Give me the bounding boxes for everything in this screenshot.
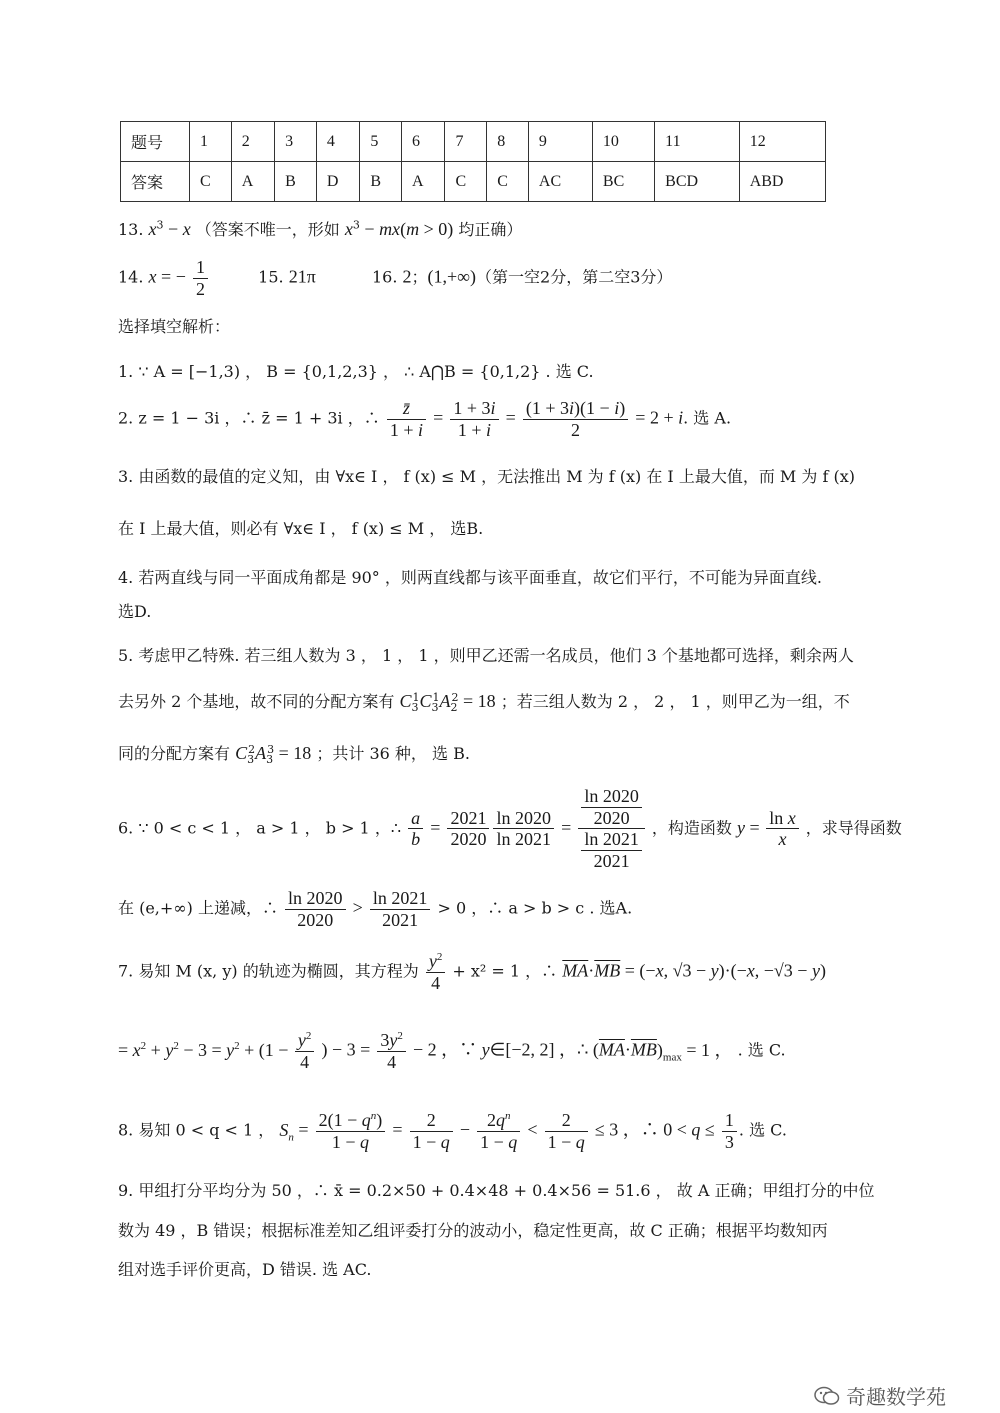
solution-8: 8. 易知 0 < q < 1 ， $S_n$ = $\frac{2(1 - q^n)}{1 - q}$ = $\frac{2}{1 - q}$ − $\frac{2q^n}{1 - q}$ < $\frac{2}{1 - q}$ ≤ 3 ，∴ 0 < q ≤ $\frac{1}{3}$ . 选 C. — [118, 1110, 787, 1152]
solution-9-line-1: 9. 甲组打分平均分为 50 ，∴ x̄ = 0.2×50 + 0.4×48 + 0.4×56 = 51.6 ， 故 A 正确；甲组打分的中位 — [118, 1181, 875, 1200]
answer-cell: AC — [528, 162, 592, 202]
answer-label: 答案 — [121, 162, 190, 202]
answer-cell: BCD — [655, 162, 740, 202]
s7-frac-y2: $\frac{y^2}{4}$ — [295, 1030, 315, 1072]
watermark-text: 奇趣数学苑 — [846, 1385, 946, 1409]
s6-line2-text: 在 (e,+∞) 上递减，∴ — [118, 898, 278, 918]
q14-16-answers: 14. x = − $\frac{1}{2}$ 15. 21π 16. 2；(1,+∞)（第一空2分，第二空3分） — [118, 257, 673, 299]
s5-line2-text-b: ；若三组人数为 2 ， 2 ， 1 ，则甲乙为一组，不 — [500, 692, 850, 711]
answer-cell: D — [316, 162, 359, 202]
s6-text-c: ，求导得函数 — [805, 818, 902, 838]
question-number: 1 — [190, 122, 232, 162]
s8-text-a: 8. 易知 0 < q < 1 ， — [118, 1120, 275, 1140]
solution-9-line-2: 数为 49 ，B 错误；根据标准差知乙组评委打分的波动小，稳定性更高，故 C 正确；根据平均数知丙 — [118, 1221, 828, 1240]
answer-cell: C — [487, 162, 529, 202]
question-number: 7 — [445, 122, 487, 162]
answer-cell: B — [275, 162, 317, 202]
answer-row — [121, 162, 826, 202]
answer-cell: ABD — [739, 162, 825, 202]
q15-answer: 21π — [288, 266, 316, 287]
question-number: 12 — [739, 122, 825, 162]
s8-frac-2: $\frac{2}{1 - q}$ — [410, 1110, 453, 1152]
question-number: 5 — [360, 122, 402, 162]
q16-number: 16. — [371, 267, 398, 287]
s8-frac-third: $\frac{1}{3}$ — [722, 1110, 737, 1152]
question-number: 10 — [592, 122, 654, 162]
question-number: 11 — [655, 122, 740, 162]
solution-3-line-1: 3. 由函数的最值的定义知，由 ∀x∈ I ， f (x) ≤ M ，无法推出 M 为 f (x) 在 I 上最大值，而 M 为 f (x) — [118, 467, 855, 486]
s2-frac-c: $\frac{(1 + 3i)(1 - i)}{2}$ — [523, 398, 628, 440]
solution-7-line-2: = $x^2 + y^2 - 3 = y^2 + (1$ − $\frac{y^2}{4}$ ) − 3 = $\frac{3y^2}{4}$ − 2 ，∵ y∈[−2, 2] ，∴ $(\overline{MA}\cdot\overline{MB})_{max} = 1$ ， . 选 C. — [118, 1030, 786, 1072]
answer-cell: A — [402, 162, 445, 202]
wechat-icon — [814, 1386, 840, 1411]
section-title: 选择填空解析： — [118, 317, 231, 336]
answer-cell: C — [190, 162, 232, 202]
question-number: 2 — [231, 122, 274, 162]
solution-1: 1. ∵ A = [−1,3) ， B = {0,1,2,3} ， ∴ A⋂B = {0,1,2} . 选 C. — [118, 362, 594, 381]
q15-number: 15. — [258, 267, 284, 287]
solution-5-line-3: 同的分配方案有 $C_3^2A_3^3 = 18$ ；共计 36 种， 选 B. — [118, 742, 470, 767]
watermark — [814, 1381, 946, 1411]
solution-4-line-1: 4. 若两直线与同一平面成角都是 90° ，则两直线都与该平面垂直，故它们平行，不可能为异面直线. — [118, 568, 822, 587]
question-number: 6 — [402, 122, 445, 162]
solution-6-line-2: 在 (e,+∞) 上递减，∴ $\frac{\ln 2020}{2020}$ > $\frac{\ln 2021}{2021}$ > 0 ，∴ a > b > c . 选A. — [118, 888, 633, 930]
s8-frac-bound: $\frac{2}{1 - q}$ — [545, 1110, 588, 1152]
q13-note: （答案不唯一，形如 — [195, 220, 340, 239]
s2-text: z = 1 − 3i ，∴ z̄ = 1 + 3i ，∴ — [138, 408, 380, 428]
answer-cell: A — [231, 162, 274, 202]
s6-frac-2021: $\frac{2021}{2020}$ — [447, 808, 489, 850]
s6-line2-text-b: > 0 ，∴ a > b > c . 选A. — [437, 898, 633, 918]
s5-line3-text: 同的分配方案有 — [118, 744, 231, 763]
s6-frac-ln: $\frac{\ln 2020}{\ln 2021}$ — [493, 808, 554, 850]
q16-note: （第一空2分，第二空3分） — [476, 267, 673, 287]
answer-table — [120, 121, 826, 202]
solution-9-line-3: 组对选手评价更高，D 错误. 选 AC. — [118, 1260, 372, 1279]
header-label: 题号 — [121, 122, 190, 162]
q13-answer: 13. $x^3 - x$ （答案不唯一，形如 $x^3 - mx(m > 0)$ 均正确） — [118, 218, 523, 239]
question-number-row — [121, 122, 826, 162]
q14-number: 14. — [118, 267, 144, 287]
s2-frac-b: $\frac{1 + 3i}{1 + i}$ — [450, 398, 498, 440]
question-number: 8 — [487, 122, 529, 162]
q16-answer-1: 2 — [402, 266, 412, 287]
answer-cell: BC — [592, 162, 654, 202]
s7-text-b: + x² = 1 ，∴ — [452, 961, 558, 981]
q13-note-end: 均正确） — [458, 220, 523, 239]
solution-5-line-2: 去另外 2 个基地，故不同的分配方案有 $C_3^1C_3^1A_2^2 = 18$ ；若三组人数为 2 ， 2 ， 1 ，则甲乙为一组，不 — [118, 690, 850, 715]
question-number: 9 — [528, 122, 592, 162]
s7-conclusion: . 选 C. — [737, 1040, 786, 1060]
s8-conclusion: . 选 C. — [738, 1120, 787, 1140]
q14-fraction: $\frac{1}{2}$ — [193, 257, 208, 299]
s6-text-a: 6. ∵ 0 < c < 1 ， a > 1 ， b > 1 ，∴ — [118, 818, 402, 838]
solution-7-line-1: 7. 易知 M (x, y) 的轨迹为椭圆，其方程为 $\frac{y^2}{4}$ + x² = 1 ，∴ $\overline{MA}\cdot\overline{MB} = (-x$, √3 − y)·(−x, −√3 − y) — [118, 951, 826, 993]
s5-line2-text: 去另外 2 个基地，故不同的分配方案有 — [118, 692, 395, 711]
answer-cell: C — [445, 162, 487, 202]
s6-compound-frac: $\frac{\frac{\ln 2020}{2020}}{\frac{\ln 2021}{2021}}$ — [578, 786, 645, 872]
solution-4-line-2: 选D. — [118, 602, 152, 621]
s6-frac-func: $\frac{\text{ln x}}{x}$ — [766, 808, 799, 850]
s6-text-b: ，构造函数 — [651, 818, 732, 838]
s6-frac-2020: $\frac{\ln 2020}{2020}$ — [285, 888, 346, 930]
s5-line3-text-b: ；共计 36 种， 选 B. — [316, 744, 470, 763]
q16-answer-2: (1,+∞) — [427, 266, 477, 287]
q16-separator: ； — [411, 267, 428, 287]
s7-frac-3y2: $\frac{3y^2}{4}$ — [377, 1030, 406, 1072]
s2-frac-a: $\frac{z̄}{1 + i}$ — [387, 398, 426, 440]
s6-frac-2021b: $\frac{\ln 2021}{2021}$ — [370, 888, 431, 930]
s8-frac-sum: $\frac{2(1 - q^n)}{1 - q}$ — [316, 1110, 386, 1152]
s6-frac-ab: $\frac{a}{b}$ — [408, 808, 423, 850]
solution-5-line-1: 5. 考虑甲乙特殊. 若三组人数为 3 ， 1 ， 1 ，则甲乙还需一名成员，他们 3 个基地都可选择，剩余两人 — [118, 646, 854, 665]
s8-frac-2qn: $\frac{2q^n}{1 - q}$ — [477, 1110, 520, 1152]
s2-conclusion: . 选 A. — [683, 408, 732, 428]
solution-6-line-1: 6. ∵ 0 < c < 1 ， a > 1 ， b > 1 ，∴ $\frac{a}{b}$ = $\frac{2021}{2020}$ $\frac{\ln 2020}{\ln 2021}$ = $\frac{\frac{\ln 2020}{2020}}{\frac{\ln 2021}{2021}}$ ，构造函数 y = $\frac{\text{ln x}}{x}$ ，求导得函数 — [118, 786, 902, 872]
q13-number: 13. — [118, 220, 144, 239]
solution-2: 2. z = 1 − 3i ，∴ z̄ = 1 + 3i ，∴ $\frac{z̄}{1 + i}$ = $\frac{1 + 3i}{1 + i}$ = $\frac{(1 + 3i)(1 - i)}{2}$ = 2 + i. 选 A. — [118, 398, 732, 440]
question-number: 4 — [316, 122, 359, 162]
s7-text-a: 7. 易知 M (x, y) 的轨迹为椭圆，其方程为 — [118, 961, 419, 981]
s2-number: 2. — [118, 408, 134, 428]
question-number: 3 — [275, 122, 317, 162]
solution-3-line-2: 在 I 上最大值，则必有 ∀x∈ I ， f (x) ≤ M ， 选B. — [118, 519, 484, 538]
s7-frac-ellipse: $\frac{y^2}{4}$ — [426, 951, 446, 993]
answer-cell: B — [360, 162, 402, 202]
